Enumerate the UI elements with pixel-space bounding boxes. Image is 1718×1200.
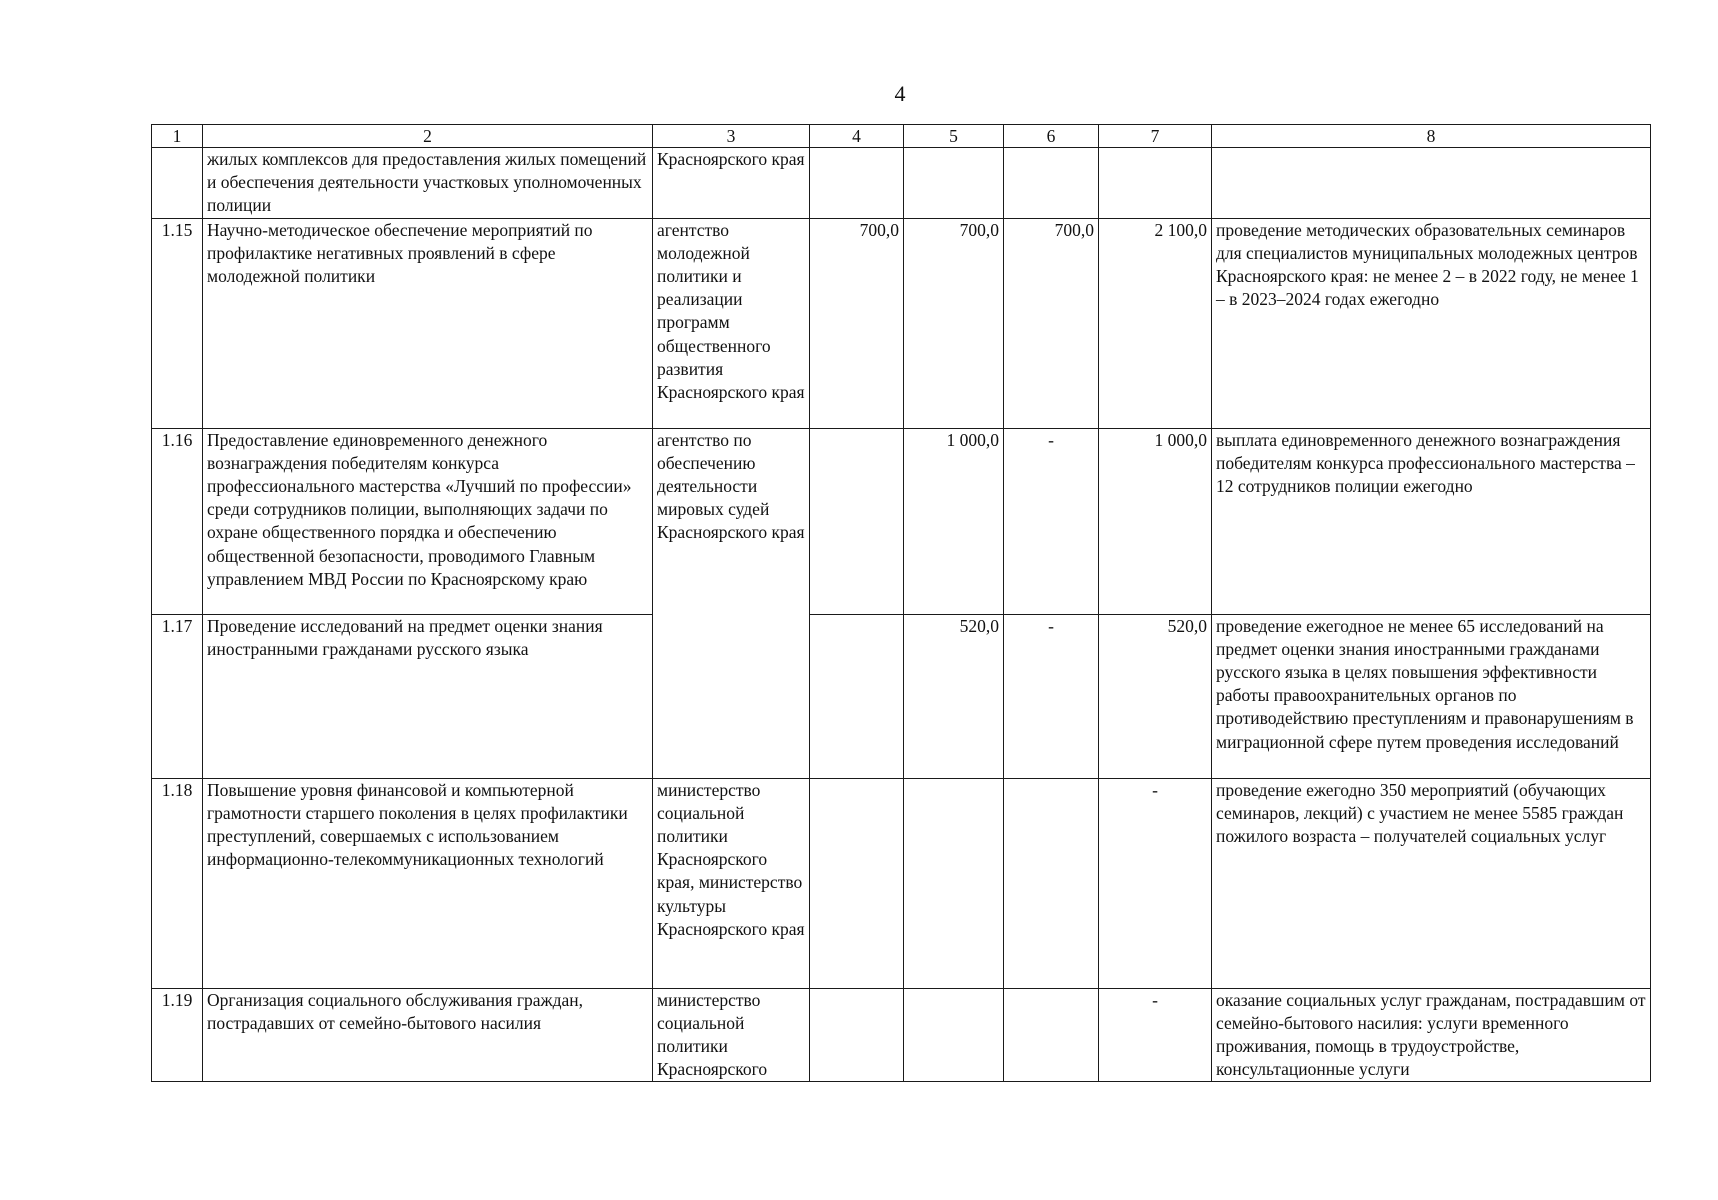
row-number: 1.18 [152, 778, 203, 988]
value-col4: 700,0 [810, 218, 904, 428]
value-col5: 700,0 [904, 218, 1004, 428]
measure-name: Повышение уровня финансовой и компьютерной грамотности старшего поколения в целях профилактики преступлений, совершаемых с использованием информационно-телекоммуникационных технологий [203, 778, 653, 988]
value-col4 [810, 148, 904, 219]
value-col5: 520,0 [904, 614, 1004, 778]
measure-name: Научно-методическое обеспечение мероприятий по профилактике негативных проявлений в сфере молодежной политики [203, 218, 653, 428]
executor: агентство молодежной политики и реализации программ общественного развития Красноярского края [653, 218, 810, 428]
value-col6: - [1004, 428, 1099, 614]
row-number [152, 148, 203, 219]
expected-result: выплата единовременного денежного вознаграждения победителям конкурса профессионального мастерства – 12 сотрудников полиции ежегодно [1212, 428, 1651, 614]
column-header: 1 [152, 125, 203, 148]
column-header: 2 [203, 125, 653, 148]
table-row [152, 988, 1651, 1082]
column-header: 6 [1004, 125, 1099, 148]
table-row [152, 218, 1651, 428]
value-col4 [810, 428, 904, 614]
row-number: 1.17 [152, 614, 203, 778]
expected-result [1212, 148, 1651, 219]
expected-result: проведение ежегодное не менее 65 исследований на предмет оценки знания иностранными гражданами русского языка в целях повышения эффективности работы правоохранительных органов по противодействию преступлениям и правонарушениям в миграционной сфере путем проведения исследований [1212, 614, 1651, 778]
value-col5 [904, 778, 1004, 988]
value-col7: - [1099, 988, 1212, 1082]
measure-name: Проведение исследований на предмет оценки знания иностранными гражданами русского языка [203, 614, 653, 778]
measure-name: Предоставление единовременного денежного вознаграждения победителям конкурса профессионального мастерства «Лучший по профессии» среди сотрудников полиции, выполняющих задачи по охране общественного порядка и обеспечению общественной безопасности, проводимого Главным управлением МВД России по Красноярскому краю [203, 428, 653, 614]
column-header: 5 [904, 125, 1004, 148]
column-number-row [152, 125, 1651, 148]
value-col5 [904, 148, 1004, 219]
column-header: 8 [1212, 125, 1651, 148]
value-col6 [1004, 148, 1099, 219]
value-col4 [810, 988, 904, 1082]
value-col6: 700,0 [1004, 218, 1099, 428]
value-col4 [810, 778, 904, 988]
table-row [152, 614, 1651, 778]
expected-result: проведение методических образовательных семинаров для специалистов муниципальных молодежных центров Красноярского края: не менее 2 – в 2022 году, не менее 1 – в 2023–2024 годах ежегодно [1212, 218, 1651, 428]
value-col5 [904, 988, 1004, 1082]
measures-table [151, 124, 1651, 1082]
value-col6 [1004, 988, 1099, 1082]
executor: министерство социальной политики Красноярского [653, 988, 810, 1082]
page-number: 4 [894, 81, 906, 106]
measure-name: жилых комплексов для предоставления жилых помещений и обеспечения деятельности участковых уполномоченных полиции [203, 148, 653, 219]
value-col6 [1004, 778, 1099, 988]
table-row [152, 148, 1651, 219]
value-col7: 1 000,0 [1099, 428, 1212, 614]
column-header: 4 [810, 125, 904, 148]
executor: Красноярского края [653, 148, 810, 219]
table-row [152, 778, 1651, 988]
value-col5: 1 000,0 [904, 428, 1004, 614]
column-header: 3 [653, 125, 810, 148]
measure-name: Организация социального обслуживания граждан, пострадавших от семейно-бытового насилия [203, 988, 653, 1082]
value-col7: 520,0 [1099, 614, 1212, 778]
expected-result: оказание социальных услуг гражданам, пострадавшим от семейно-бытового насилия: услуги временного проживания, помощь в трудоустройстве, консультационные услуги [1212, 988, 1651, 1082]
value-col7 [1099, 148, 1212, 219]
value-col7: 2 100,0 [1099, 218, 1212, 428]
value-col4 [810, 614, 904, 778]
executor: министерство социальной политики Красноярского края, министерство культуры Красноярского края [653, 778, 810, 988]
row-number: 1.19 [152, 988, 203, 1082]
expected-result: проведение ежегодно 350 мероприятий (обучающих семинаров, лекций) с участием не менее 5585 граждан пожилого возраста – получателей социальных услуг [1212, 778, 1651, 988]
table-row [152, 428, 1651, 614]
row-number: 1.15 [152, 218, 203, 428]
executor: агентство по обеспечению деятельности мировых судей Красноярского края [653, 428, 810, 778]
value-col6: - [1004, 614, 1099, 778]
column-header: 7 [1099, 125, 1212, 148]
row-number: 1.16 [152, 428, 203, 614]
value-col7: - [1099, 778, 1212, 988]
